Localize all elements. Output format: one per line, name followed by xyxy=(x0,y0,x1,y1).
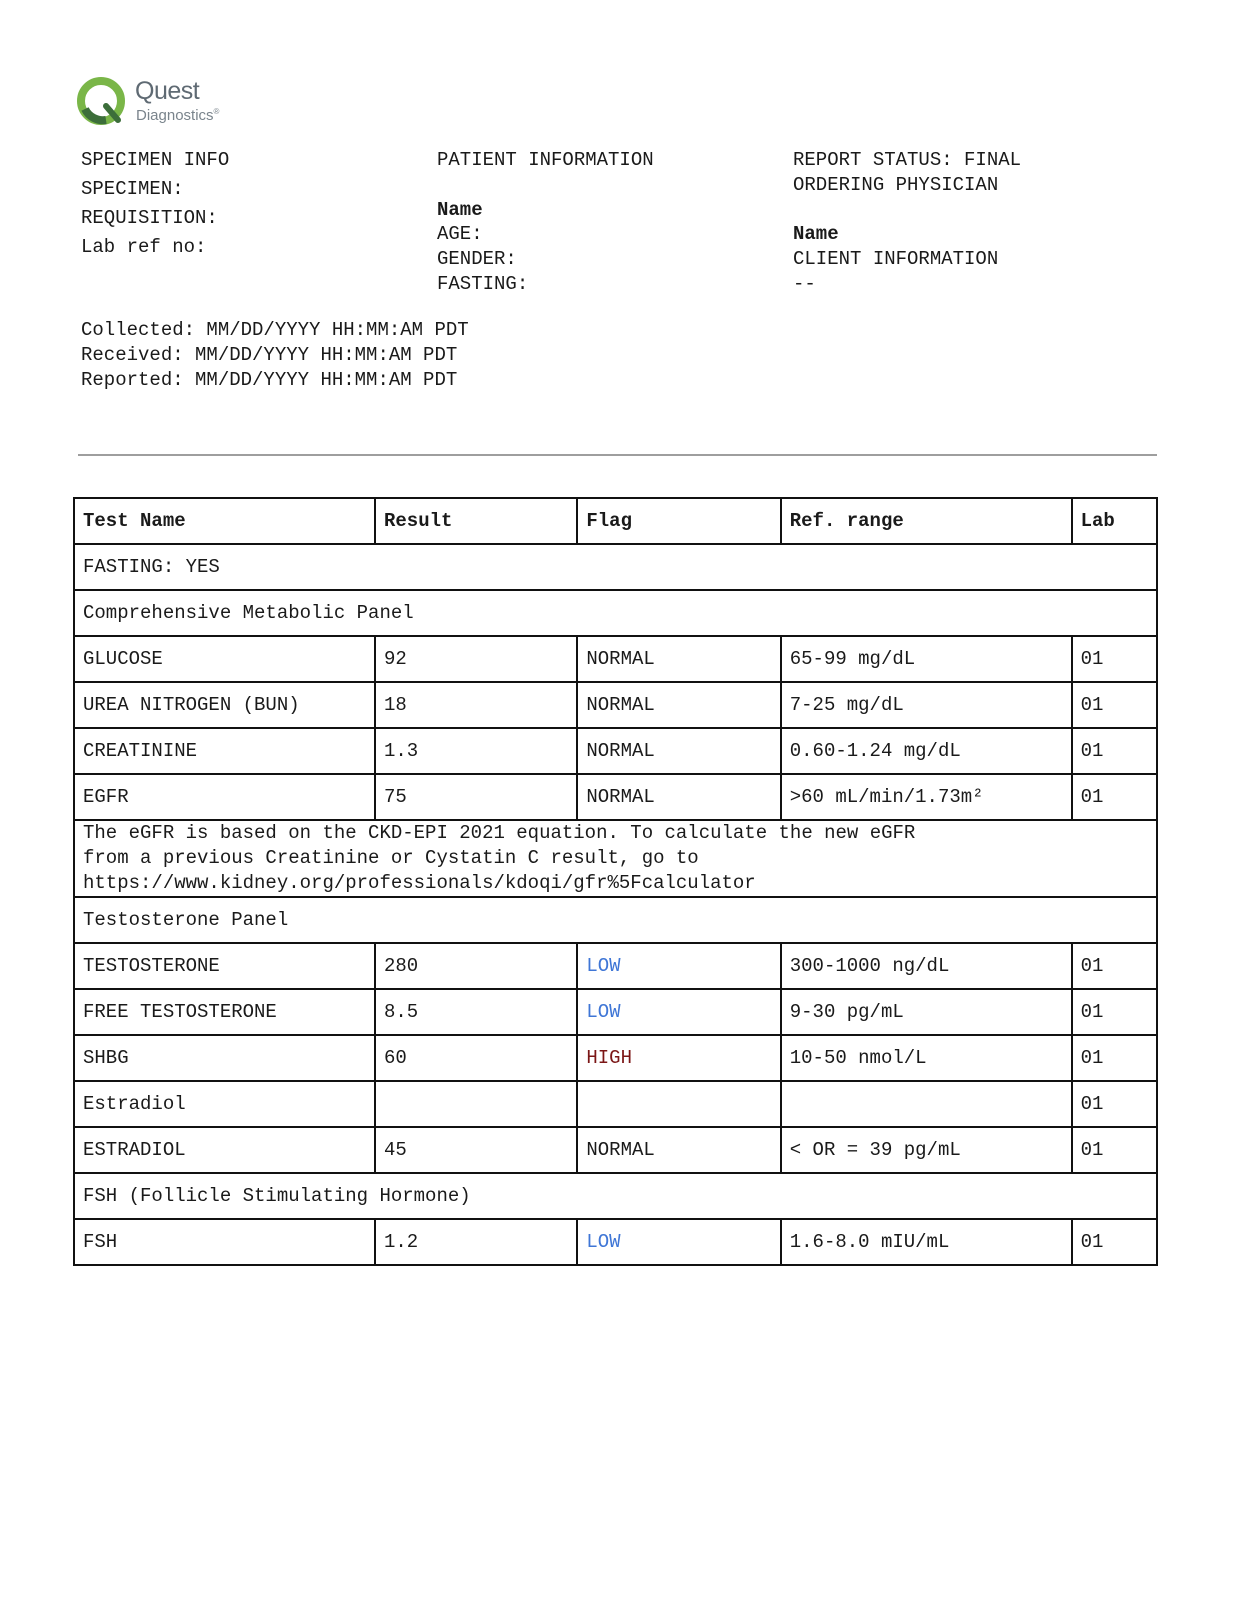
test-result: 18 xyxy=(375,682,577,728)
table-row xyxy=(74,1219,1157,1265)
table-row xyxy=(74,774,1157,820)
test-name: FREE TESTOSTERONE xyxy=(74,989,375,1035)
column-header-test-name: Test Name xyxy=(74,498,375,544)
test-result: 1.2 xyxy=(375,1219,577,1265)
test-lab: 01 xyxy=(1072,1035,1157,1081)
test-flag: NORMAL xyxy=(577,1127,780,1173)
test-name: ESTRADIOL xyxy=(74,1127,375,1173)
empty-cell xyxy=(375,1081,577,1127)
section-row xyxy=(74,1081,1157,1127)
reported-date: Reported: MM/DD/YYYY HH:MM:AM PDT xyxy=(81,369,458,391)
test-result: 1.3 xyxy=(375,728,577,774)
empty-cell xyxy=(577,1081,780,1127)
section-title-cmp: Comprehensive Metabolic Panel xyxy=(74,590,1157,636)
requisition-label: REQUISITION: xyxy=(81,207,218,229)
test-lab: 01 xyxy=(1072,1219,1157,1265)
test-flag-low: LOW xyxy=(577,1219,780,1265)
test-result: 280 xyxy=(375,943,577,989)
table-row xyxy=(74,636,1157,682)
test-flag-low: LOW xyxy=(577,943,780,989)
registered-mark: ® xyxy=(213,107,220,116)
test-ref-range: 300-1000 ng/dL xyxy=(781,943,1072,989)
section-lab: 01 xyxy=(1072,1081,1157,1127)
test-ref-range: 10-50 nmol/L xyxy=(781,1035,1072,1081)
logo-name: Quest xyxy=(135,77,200,105)
test-result: 45 xyxy=(375,1127,577,1173)
gender-label: GENDER: xyxy=(437,248,517,270)
specimen-info-heading: SPECIMEN INFO xyxy=(81,149,230,171)
table-header-row xyxy=(74,498,1157,544)
test-ref-range: >60 mL/min/1.73m² xyxy=(781,774,1072,820)
patient-name: Name xyxy=(437,199,483,221)
received-date: Received: MM/DD/YYYY HH:MM:AM PDT xyxy=(81,344,458,366)
table-row xyxy=(74,989,1157,1035)
section-title-estradiol: Estradiol xyxy=(74,1081,375,1127)
test-lab: 01 xyxy=(1072,1127,1157,1173)
ordering-physician-heading: ORDERING PHYSICIAN xyxy=(793,174,999,196)
column-header-flag: Flag xyxy=(577,498,780,544)
table-row xyxy=(74,728,1157,774)
test-ref-range: < OR = 39 pg/mL xyxy=(781,1127,1072,1173)
test-result: 92 xyxy=(375,636,577,682)
test-result: 75 xyxy=(375,774,577,820)
test-ref-range: 0.60-1.24 mg/dL xyxy=(781,728,1072,774)
report-status: REPORT STATUS: FINAL xyxy=(793,149,1022,171)
test-lab: 01 xyxy=(1072,943,1157,989)
test-name: EGFR xyxy=(74,774,375,820)
results-table xyxy=(73,497,1158,1266)
logo-subtitle xyxy=(136,103,219,125)
quest-logo-mark-icon xyxy=(76,76,128,128)
test-flag: NORMAL xyxy=(577,682,780,728)
column-header-lab: Lab xyxy=(1072,498,1157,544)
test-lab: 01 xyxy=(1072,682,1157,728)
test-name: UREA NITROGEN (BUN) xyxy=(74,682,375,728)
section-title-testosterone: Testosterone Panel xyxy=(74,897,1157,943)
collected-date: Collected: MM/DD/YYYY HH:MM:AM PDT xyxy=(81,319,469,341)
test-name: GLUCOSE xyxy=(74,636,375,682)
test-flag: NORMAL xyxy=(577,728,780,774)
physician-name: Name xyxy=(793,223,839,245)
section-row xyxy=(74,590,1157,636)
specimen-label: SPECIMEN: xyxy=(81,178,184,200)
fasting-label: FASTING: xyxy=(437,273,529,295)
test-lab: 01 xyxy=(1072,728,1157,774)
quest-diagnostics-logo xyxy=(76,76,246,128)
test-lab: 01 xyxy=(1072,636,1157,682)
divider xyxy=(78,454,1157,456)
test-name: TESTOSTERONE xyxy=(74,943,375,989)
table-row xyxy=(74,1035,1157,1081)
section-row xyxy=(74,1173,1157,1219)
test-result: 8.5 xyxy=(375,989,577,1035)
test-name: SHBG xyxy=(74,1035,375,1081)
fasting-status: FASTING: YES xyxy=(74,544,1157,590)
column-header-result: Result xyxy=(375,498,577,544)
logo-sub-text: Diagnostics xyxy=(136,107,214,124)
test-name: CREATININE xyxy=(74,728,375,774)
section-row xyxy=(74,897,1157,943)
table-row xyxy=(74,943,1157,989)
test-ref-range: 1.6-8.0 mIU/mL xyxy=(781,1219,1072,1265)
table-row xyxy=(74,682,1157,728)
age-label: AGE: xyxy=(437,223,483,245)
empty-cell xyxy=(781,1081,1072,1127)
lab-ref-label: Lab ref no: xyxy=(81,236,207,258)
test-lab: 01 xyxy=(1072,989,1157,1035)
client-info-value: -- xyxy=(793,273,816,295)
test-flag-high: HIGH xyxy=(577,1035,780,1081)
test-ref-range: 65-99 mg/dL xyxy=(781,636,1072,682)
test-ref-range: 9-30 pg/mL xyxy=(781,989,1072,1035)
column-header-ref-range: Ref. range xyxy=(781,498,1072,544)
client-info-heading: CLIENT INFORMATION xyxy=(793,248,999,270)
test-ref-range: 7-25 mg/dL xyxy=(781,682,1072,728)
table-row xyxy=(74,1127,1157,1173)
egfr-note: The eGFR is based on the CKD-EPI 2021 equation. To calculate the new eGFR from a previous Creatinine or Cystatin C result, go to https://www.kidney.org/professionals/kdoqi/gfr%5Fcalculator xyxy=(74,820,1157,897)
fasting-row xyxy=(74,544,1157,590)
section-title-fsh: FSH (Follicle Stimulating Hormone) xyxy=(74,1173,1157,1219)
test-flag-low: LOW xyxy=(577,989,780,1035)
test-result: 60 xyxy=(375,1035,577,1081)
patient-info-heading: PATIENT INFORMATION xyxy=(437,149,654,171)
test-flag: NORMAL xyxy=(577,774,780,820)
test-name: FSH xyxy=(74,1219,375,1265)
note-row xyxy=(74,820,1157,897)
test-flag: NORMAL xyxy=(577,636,780,682)
test-lab: 01 xyxy=(1072,774,1157,820)
